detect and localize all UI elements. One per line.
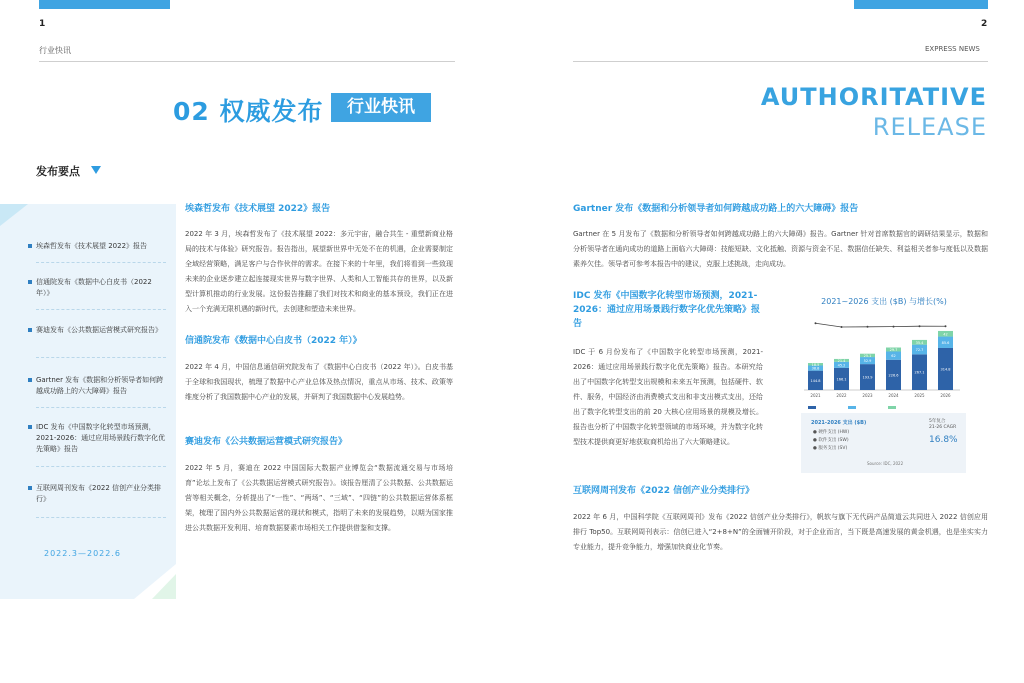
growth-point-2023 bbox=[867, 326, 869, 328]
key-points-label: 发布要点 bbox=[36, 165, 80, 178]
sidebar-item-label: Gartner 发布《数据和分析领导者如何跨越成功路上的六大障碍》报告 bbox=[36, 376, 164, 395]
legend-line-sw: ● 软件支出 (SW) bbox=[813, 438, 849, 443]
sidebar bbox=[0, 204, 176, 599]
x-tick-label: 2021 bbox=[810, 393, 821, 398]
bar-value-label: 314.8 bbox=[940, 367, 951, 372]
x-tick-label: 2025 bbox=[914, 393, 925, 398]
article-title-idc: IDC 发布《中国数字化转型市场预测，2021-2026：通过应用场景践行数字化优先策略》报告 bbox=[573, 291, 761, 329]
section-label-right: EXPRESS NEWS bbox=[925, 45, 980, 53]
bar-value-label: 267.1 bbox=[914, 370, 925, 375]
sidebar-divider bbox=[36, 357, 166, 358]
article-body-gartner: Gartner 在 5 月发布了《数据和分析领导者如何跨越成功路上的六大障碍》报告。Gartner 针对首席数据官的调研结果显示，数据和分析领导者在通向成功的道路上面临六大障碍：技能短缺、文化抵触、资源与资金不足、数据信任缺失、利益相关者参与度低以及数据素养欠佳。领导者可参考本报告中的建议，克服上述挑战，走向成功。 bbox=[573, 230, 988, 268]
sidebar-divider bbox=[36, 466, 166, 467]
legend-swatch-S1 bbox=[808, 406, 816, 409]
header-divider-right bbox=[573, 61, 988, 62]
article-body-ccid: 2022 年 5 月，赛迪在 2022 中国国际大数据产业博览会“数据流通交易与市场培育”论坛上发布了《公共数据运营模式研究报告》。该报告厘清了公共数据、公共数据运营等相关概念，分析提出了“一性”、“两场”、“三域”、“四链”的公共数据运营体系框架，梳理了国内外公共数据运营的现状和模式，指明了未来的发展趋势，以期为国家推进公共数据开发利用、培育数据要素市场相关工作提供借鉴和支撑。 bbox=[185, 464, 453, 532]
sidebar-item-label: 信通院发布《数据中心白皮书（2022 年）》 bbox=[36, 278, 152, 297]
bar-value-label: 35.4 bbox=[915, 340, 924, 345]
header-divider-left bbox=[39, 61, 455, 62]
bullet-icon bbox=[28, 244, 32, 248]
article-body-caict: 2022 年 4 月，中国信息通信研究院发布了《数据中心白皮书（2022 年）》。白皮书基于全球和我国现状，梳理了数据中心产业总体及热点情况，重点从市场、技术、政策等维度分析了我国数据中心产业的发展，并研判了我国数据中心发展趋势。 bbox=[185, 363, 453, 401]
page-number-left: 1 bbox=[39, 19, 46, 29]
bullet-icon bbox=[28, 486, 32, 490]
sidebar-item-gartner[interactable] bbox=[36, 375, 168, 397]
sidebar-corner-decoration bbox=[0, 204, 176, 599]
top-accent-bar-left bbox=[39, 0, 170, 9]
bullet-icon bbox=[28, 280, 32, 284]
cagr-label: 5年复合 21-26 CAGR bbox=[929, 419, 957, 430]
article-title-accenture: 埃森哲发布《技术展望 2022》报告 bbox=[185, 204, 331, 214]
bar-value-label: 226.6 bbox=[888, 373, 899, 378]
growth-point-2026 bbox=[945, 325, 947, 327]
growth-point-2021 bbox=[815, 322, 817, 324]
chart-source: Source: IDC, 2022 bbox=[867, 461, 904, 466]
chart-legend-panel bbox=[801, 413, 966, 473]
cagr-value: 16.8% bbox=[929, 435, 958, 445]
sidebar-item-caict[interactable] bbox=[36, 277, 168, 299]
growth-point-2022 bbox=[841, 326, 843, 328]
sidebar-item-idc[interactable] bbox=[36, 422, 168, 455]
sidebar-item-label: 赛迪发布《公共数据运营模式研究报告》 bbox=[36, 326, 162, 334]
legend-swatch-S3 bbox=[888, 406, 896, 409]
chevron-down-icon bbox=[91, 166, 101, 174]
article-body-ciweek: 2022 年 6 月，中国科学院《互联网周刊》发布《2022 信创产业分类排行》，帆软与旗下无代码产品简道云共同进入 2022 信创应用排行 Top50。互联网周刊表示：信创已进入“2+8+N”的全面铺开阶段，对于企业而言，当下既是高速发展的黄金机遇，也是坐实实力专业能力，提升竞争能力，增强加快商业化节奏。 bbox=[573, 513, 988, 551]
article-title-gartner: Gartner 发布《数据和分析领导者如何跨越成功路上的六大障碍》报告 bbox=[573, 204, 859, 214]
sidebar-divider bbox=[36, 517, 166, 518]
bar-value-label: 72.7 bbox=[915, 347, 924, 352]
bar-value-label: 18.5 bbox=[811, 362, 820, 367]
chart-svg bbox=[786, 308, 966, 423]
x-tick-label: 2023 bbox=[862, 393, 873, 398]
sidebar-divider bbox=[36, 407, 166, 408]
bar-value-label: 29.7 bbox=[889, 347, 898, 352]
bar-value-label: 42 bbox=[943, 332, 948, 337]
bullet-icon bbox=[28, 378, 32, 382]
bar-value-label: 85.6 bbox=[941, 340, 950, 345]
sidebar-divider bbox=[36, 262, 166, 263]
page-title: 02 权威发布 bbox=[173, 97, 324, 126]
sidebar-item-ciweek[interactable] bbox=[36, 483, 168, 505]
sidebar-divider bbox=[36, 309, 166, 310]
growth-point-2024 bbox=[893, 326, 895, 328]
legend-line-sv: ● 服务支出 (SV) bbox=[813, 446, 848, 451]
page-number-right: 2 bbox=[981, 19, 988, 29]
section-tag: 行业快讯 bbox=[331, 93, 431, 122]
bullet-icon bbox=[28, 425, 32, 429]
chart-title: 2021~2026 支出 ($B) 与增长(%) bbox=[821, 297, 947, 306]
legend-title: 2021-2026 支出 ($B) bbox=[811, 420, 867, 426]
bar-value-label: 38.8 bbox=[811, 366, 820, 371]
growth-point-2025 bbox=[919, 325, 921, 327]
sidebar-item-ccid[interactable] bbox=[36, 325, 168, 336]
title-en-line2: RELEASE bbox=[872, 113, 987, 141]
bar-value-label: 62 bbox=[891, 354, 896, 359]
bar-value-label: 193.9 bbox=[862, 375, 873, 380]
bar-value-label: 45.2 bbox=[837, 363, 846, 368]
x-tick-label: 2024 bbox=[888, 393, 899, 398]
top-accent-bar-right bbox=[854, 0, 988, 9]
date-range: 2022.3—2022.6 bbox=[44, 549, 121, 558]
x-tick-label: 2022 bbox=[836, 393, 847, 398]
bar-value-label: 166.1 bbox=[836, 377, 847, 382]
legend-swatch-S2 bbox=[848, 406, 856, 409]
growth-line bbox=[816, 323, 946, 327]
title-en-line1: AUTHORITATIVE bbox=[760, 83, 987, 111]
section-label-left: 行业快讯 bbox=[39, 46, 71, 55]
sidebar-item-accenture[interactable] bbox=[36, 241, 168, 252]
bar-value-label: 52.9 bbox=[863, 359, 872, 364]
bar-value-label: 25.1 bbox=[863, 353, 872, 358]
article-body-idc: IDC 于 6 月份发布了《中国数字化转型市场预测，2021-2026：通过应用场景践行数字化优先策略》报告。本研究给出了中国数字化转型支出规模和未来五年预测，包括硬件、软件、服务，中国经济由消费模式支出和非支出模式支出，还给出了数字化转型支出的前 20 大核心应用场景的规模及增长。报告也分析了中国数字化转型领域的市场环境，并为数字化转型技术提供商更好地获取商机给出了六大策略建议。 bbox=[573, 348, 763, 446]
sidebar-item-label: 互联网周刊发布《2022 信创产业分类排行》 bbox=[36, 484, 162, 503]
bullet-icon bbox=[28, 328, 32, 332]
article-title-ccid: 赛迪发布《公共数据运营模式研究报告》 bbox=[185, 437, 348, 447]
article-body-accenture: 2022 年 3 月，埃森哲发布了《技术展望 2022：多元宇宙，融合共生 - 重塑新商业格局的技术与体验》研究报告。报告指出，展望新世界中无处不在的机遇，企业需要制定全域经营策略，满足客户与合作伙伴的需求。在接下来的十年里，我们将看到一些致现未来的企业逐步建立起连接现实世界与数字世界、人类和人工智能共存的世界，以及新型计算机推动的行业发展。这份报告推翻了我们对技术和商业的基本预设，我们正在进入一个充满无限机遇的新时代，去创建和塑造未来世界。 bbox=[185, 230, 453, 313]
sidebar-item-label: IDC 发布《中国数字化转型市场预测，2021-2026：通过应用场景践行数字化优先策略》报告 bbox=[36, 423, 166, 453]
article-title-caict: 信通院发布《数据中心白皮书（2022 年）》 bbox=[185, 336, 362, 346]
bar-value-label: 21.4 bbox=[837, 358, 846, 363]
article-title-ciweek: 互联网周刊发布《2022 信创产业分类排行》 bbox=[573, 486, 755, 496]
bar-value-label: 144.8 bbox=[810, 378, 821, 383]
x-tick-label: 2026 bbox=[940, 393, 951, 398]
sidebar-item-label: 埃森哲发布《技术展望 2022》报告 bbox=[36, 242, 148, 250]
legend-line-hw: ● 硬件支出 (HW) bbox=[813, 430, 850, 435]
